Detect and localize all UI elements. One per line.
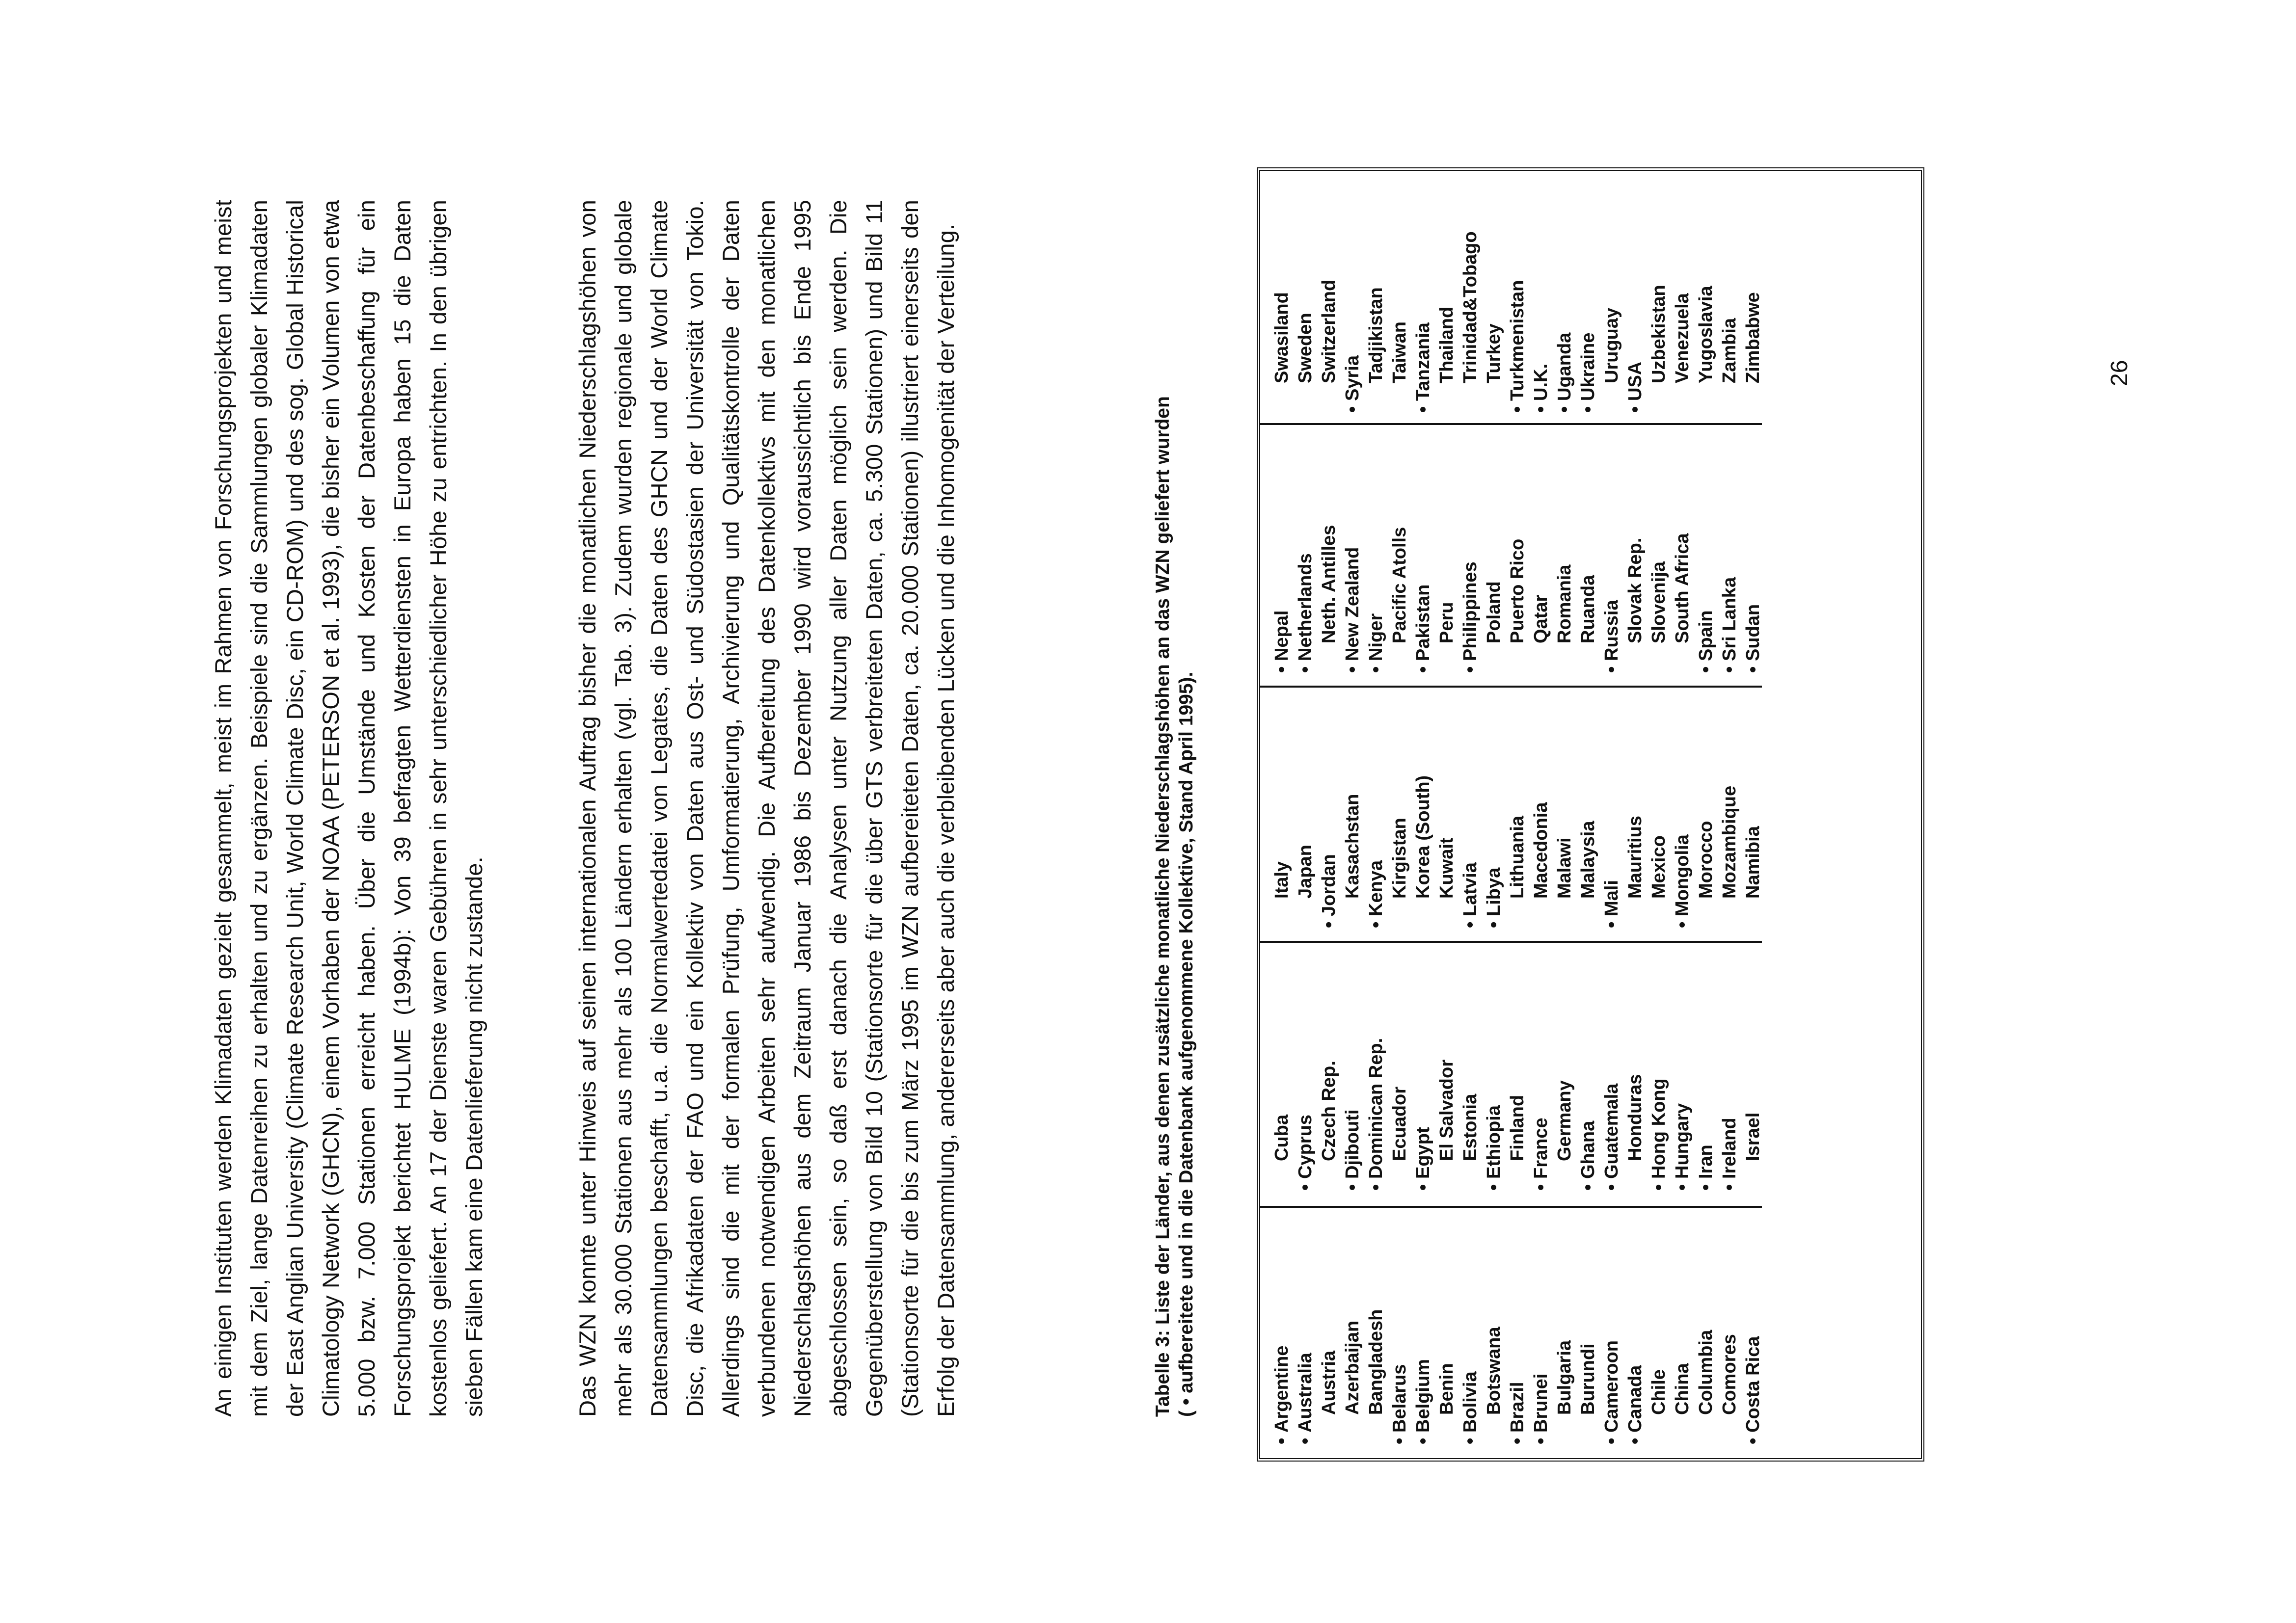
processed-bullet: • xyxy=(1578,406,1598,413)
country-name: Cyprus xyxy=(1295,1115,1316,1179)
processed-bullet: • xyxy=(1389,1437,1410,1444)
country-name: Switzerland xyxy=(1319,279,1339,383)
country-name: Russia xyxy=(1601,600,1622,661)
processed-bullet: • xyxy=(1601,1437,1622,1444)
processed-bullet: • xyxy=(1625,1437,1646,1444)
country-entry xyxy=(1671,231,1694,413)
country-entry xyxy=(1411,1038,1435,1191)
country-entry xyxy=(1600,525,1623,673)
processed-bullet: • xyxy=(1366,921,1386,928)
processed-bullet: • xyxy=(1484,921,1504,928)
country-name: Swasiland xyxy=(1271,292,1292,383)
country-entry xyxy=(1317,231,1341,413)
table-caption-note: ( • aufbereitete und in die Datenbank aufgenommene Kollektive, Stand April 1995). xyxy=(1176,671,1197,1417)
country-name: Bulgaria xyxy=(1554,1340,1575,1415)
country-entry xyxy=(1623,1038,1647,1191)
country-name: Botswana xyxy=(1484,1327,1504,1415)
country-name: Belarus xyxy=(1389,1364,1410,1433)
country-entry xyxy=(1741,525,1765,673)
country-entry xyxy=(1317,1038,1341,1191)
country-entry xyxy=(1294,231,1317,413)
country-entry xyxy=(1647,525,1671,673)
country-name: Korea (South) xyxy=(1413,775,1433,899)
country-name: Austria xyxy=(1319,1351,1339,1415)
country-name: Israel xyxy=(1743,1112,1763,1161)
country-name: Thailand xyxy=(1436,306,1457,383)
country-name: France xyxy=(1531,1117,1551,1179)
processed-bullet: • xyxy=(1413,1437,1433,1444)
country-entry xyxy=(1411,1309,1435,1444)
country-name: Tanzania xyxy=(1413,322,1433,401)
processed-bullet: • xyxy=(1719,666,1740,673)
country-name: Malawi xyxy=(1554,837,1575,899)
country-entry xyxy=(1741,1309,1765,1444)
country-entry xyxy=(1411,775,1435,928)
processed-bullet: • xyxy=(1460,921,1481,928)
processed-bullet: • xyxy=(1460,1437,1481,1444)
processed-bullet: • xyxy=(1743,1437,1763,1444)
country-entry xyxy=(1388,775,1411,928)
country-name: Ecuador xyxy=(1389,1086,1410,1161)
processed-bullet: • xyxy=(1601,666,1622,673)
country-column-2 xyxy=(1270,1038,1765,1191)
country-entry xyxy=(1482,775,1506,928)
country-name: Romania xyxy=(1554,564,1575,643)
processed-bullet: • xyxy=(1578,1184,1598,1191)
processed-bullet: • xyxy=(1648,1184,1669,1191)
processed-bullet: • xyxy=(1531,1184,1551,1191)
country-entry xyxy=(1694,775,1718,928)
country-entry xyxy=(1694,525,1718,673)
country-name: Sweden xyxy=(1295,313,1316,383)
country-entry xyxy=(1529,1309,1553,1444)
country-entry xyxy=(1576,1309,1600,1444)
country-name: Honduras xyxy=(1625,1074,1646,1161)
country-name: Ethiopia xyxy=(1484,1105,1504,1179)
country-name: Benin xyxy=(1436,1363,1457,1415)
country-name: Ireland xyxy=(1719,1117,1740,1179)
country-name: Kasachstan xyxy=(1342,794,1363,899)
country-entry xyxy=(1270,1038,1294,1191)
country-name: Czech Rep. xyxy=(1319,1061,1339,1161)
country-entry xyxy=(1294,1309,1317,1444)
country-name: Uzbekistan xyxy=(1648,285,1669,383)
country-name: Malaysia xyxy=(1578,821,1598,899)
country-entry xyxy=(1270,1309,1294,1444)
country-name: Dominican Rep. xyxy=(1366,1038,1386,1179)
country-name: Zimbabwe xyxy=(1743,292,1763,383)
country-entry xyxy=(1294,1038,1317,1191)
processed-bullet: • xyxy=(1271,1437,1292,1444)
country-entry xyxy=(1411,231,1435,413)
country-name: Yugoslavia xyxy=(1696,286,1716,383)
country-name: Chile xyxy=(1648,1369,1669,1415)
country-name: Taiwan xyxy=(1389,321,1410,383)
country-entry xyxy=(1482,525,1506,673)
country-entry xyxy=(1411,525,1435,673)
country-name: Jordan xyxy=(1319,854,1339,916)
country-name: Morocco xyxy=(1696,821,1716,899)
country-column-4 xyxy=(1270,525,1765,673)
processed-bullet: • xyxy=(1672,1184,1693,1191)
country-name: Hong Kong xyxy=(1648,1078,1669,1179)
country-entry xyxy=(1671,1038,1694,1191)
country-name: Latvia xyxy=(1460,862,1481,916)
country-name: Iran xyxy=(1696,1144,1716,1179)
country-name: Mongolia xyxy=(1672,834,1693,916)
country-name: U.K. xyxy=(1531,364,1551,401)
country-entry xyxy=(1435,525,1459,673)
processed-bullet: • xyxy=(1271,666,1292,673)
processed-bullet: • xyxy=(1413,1184,1433,1191)
processed-bullet: • xyxy=(1460,666,1481,673)
country-entry xyxy=(1435,1038,1459,1191)
country-name: Columbia xyxy=(1696,1330,1716,1415)
country-name: Slovenija xyxy=(1648,561,1669,643)
country-name: Canada xyxy=(1625,1365,1646,1433)
country-name: Kuwait xyxy=(1436,837,1457,899)
country-entry xyxy=(1671,1309,1694,1444)
processed-bullet: • xyxy=(1696,666,1716,673)
country-name: Cameroon xyxy=(1601,1340,1622,1433)
country-entry xyxy=(1553,775,1576,928)
country-entry xyxy=(1459,775,1482,928)
country-name: Sudan xyxy=(1743,604,1763,661)
country-name: Australia xyxy=(1295,1353,1316,1433)
country-name: Brazil xyxy=(1507,1382,1528,1433)
processed-bullet: • xyxy=(1719,1184,1740,1191)
processed-bullet: • xyxy=(1743,666,1763,673)
country-entry xyxy=(1506,775,1529,928)
country-entry xyxy=(1459,1309,1482,1444)
country-entry xyxy=(1270,231,1294,413)
country-name: Uganda xyxy=(1554,332,1575,401)
country-entry xyxy=(1506,525,1529,673)
country-entry xyxy=(1529,775,1553,928)
country-name: Venezuela xyxy=(1672,293,1693,383)
country-entry xyxy=(1529,1038,1553,1191)
country-name: Namibia xyxy=(1743,826,1763,899)
country-entry xyxy=(1623,231,1647,413)
country-name: Estonia xyxy=(1460,1093,1481,1161)
country-name: Neth. Antilles xyxy=(1319,525,1339,643)
country-entry xyxy=(1741,231,1765,413)
processed-bullet: • xyxy=(1601,1184,1622,1191)
column-divider xyxy=(1260,1206,1762,1208)
country-entry xyxy=(1364,525,1388,673)
country-entry xyxy=(1364,775,1388,928)
country-name: Turkey xyxy=(1484,323,1504,383)
country-name: Bangladesh xyxy=(1366,1309,1386,1415)
country-entry xyxy=(1718,231,1741,413)
country-name: Libya xyxy=(1484,867,1504,916)
country-entry xyxy=(1576,775,1600,928)
country-name: Netherlands xyxy=(1295,553,1316,661)
country-name: Finland xyxy=(1507,1094,1528,1161)
country-entry xyxy=(1270,525,1294,673)
country-entry xyxy=(1388,525,1411,673)
country-name: Azerbaijan xyxy=(1342,1320,1363,1415)
country-name: China xyxy=(1672,1363,1693,1415)
country-entry xyxy=(1317,775,1341,928)
table-caption-title: Tabelle 3: Liste der Länder, aus denen zusätzliche monatliche Niederschlagshöhen an das WZN geliefert wurden xyxy=(1152,396,1173,1417)
country-entry xyxy=(1459,525,1482,673)
processed-bullet: • xyxy=(1319,921,1339,928)
table-caption xyxy=(1151,200,1198,1417)
country-entry xyxy=(1671,525,1694,673)
country-name: Costa Rica xyxy=(1743,1336,1763,1433)
country-entry xyxy=(1647,231,1671,413)
country-entry xyxy=(1647,775,1671,928)
country-name: Belgium xyxy=(1413,1359,1433,1433)
country-entry xyxy=(1529,525,1553,673)
country-name: Pakistan xyxy=(1413,584,1433,661)
country-name: El Salvador xyxy=(1436,1060,1457,1161)
processed-bullet: • xyxy=(1554,406,1575,413)
country-entry xyxy=(1341,775,1364,928)
country-name: Brunei xyxy=(1531,1373,1551,1433)
body-paragraph-2: Das WZN konnte unter Hinweis auf seinen internationalen Auftrag bisher die monatlichen Niederschlagshöhen von mehr als 30.000 Stationen aus mehr als 100 Ländern erhalten (vgl. Tab. 3). Zudem wurden regionale und globale Datensammlungen beschafft, u.a. die Normalwertedatei von Legates, die Daten des GHCN und der World Climate Disc, die Afrikadaten der FAO und ein Kollektiv von Daten aus Ost- und Südostasien der Universität von Tokio. Allerdings sind die mit der formalen Prüfung, Umformatierung, Archivierung und Qualitätskontrolle der Daten verbundenen notwendigen Arbeiten sehr aufwendig. Die Aufbereitung des Datenkollektivs mit den monatlichen Niederschlagshöhen aus dem Zeitraum Januar 1986 bis Dezember 1990 wird voraussichtlich bis Ende 1995 abgeschlossen sein, so daß erst danach die Analysen unter Nutzung aller Daten möglich sein werden. Die Gegenüberstellung von Bild 10 (Stationsorte für die über GTS verbreiteten Daten, ca. 5.300 Stationen) und Bild 11 (Stationsorte für die bis zum März 1995 im WZN aufbereiteten Daten, ca. 20.000 Stationen) illustriert einerseits den Erfolg der Datensammlung, andererseits aber auch die verbleibenden Lücken und die Inhomogenität der Verteilung. xyxy=(574,200,959,1417)
country-entry xyxy=(1317,525,1341,673)
processed-bullet: • xyxy=(1507,406,1528,413)
country-entry xyxy=(1623,525,1647,673)
country-entry xyxy=(1600,1038,1623,1191)
country-name: Japan xyxy=(1295,845,1316,899)
country-name: Niger xyxy=(1366,613,1386,661)
country-entry xyxy=(1341,525,1364,673)
country-name: Ghana xyxy=(1578,1120,1598,1179)
country-column-3 xyxy=(1270,775,1765,928)
country-entry xyxy=(1364,1309,1388,1444)
country-name: Hungary xyxy=(1672,1103,1693,1179)
processed-bullet: • xyxy=(1601,921,1622,928)
processed-bullet: • xyxy=(1366,1184,1386,1191)
country-entry xyxy=(1741,775,1765,928)
country-column-5 xyxy=(1270,231,1765,413)
country-entry xyxy=(1553,1038,1576,1191)
country-name: Ukraine xyxy=(1578,332,1598,401)
country-entry xyxy=(1317,1309,1341,1444)
country-entry xyxy=(1388,231,1411,413)
country-entry xyxy=(1694,1309,1718,1444)
country-name: Syria xyxy=(1342,355,1363,401)
country-name: Cuba xyxy=(1271,1115,1292,1161)
country-name: Slovak Rep. xyxy=(1625,537,1646,643)
country-name: New Zealand xyxy=(1342,547,1363,661)
country-name: Sri Lanka xyxy=(1719,577,1740,661)
country-entry xyxy=(1482,1038,1506,1191)
country-entry xyxy=(1694,231,1718,413)
country-entry xyxy=(1623,1309,1647,1444)
country-name: Uruguay xyxy=(1601,307,1622,383)
country-name: Germany xyxy=(1554,1080,1575,1161)
processed-bullet: • xyxy=(1413,406,1433,413)
processed-bullet: • xyxy=(1531,1437,1551,1444)
country-name: Macedonia xyxy=(1531,802,1551,899)
country-entry xyxy=(1482,231,1506,413)
country-name: Argentine xyxy=(1271,1345,1292,1433)
processed-bullet: • xyxy=(1484,1184,1504,1191)
country-entry xyxy=(1576,1038,1600,1191)
country-name: USA xyxy=(1625,361,1646,401)
country-name: Zambia xyxy=(1719,318,1740,383)
processed-bullet: • xyxy=(1696,1184,1716,1191)
country-name: Mexico xyxy=(1648,835,1669,899)
country-name: Bolivia xyxy=(1460,1371,1481,1433)
country-entry xyxy=(1435,231,1459,413)
country-entry xyxy=(1671,775,1694,928)
processed-bullet: • xyxy=(1413,666,1433,673)
country-entry xyxy=(1718,1309,1741,1444)
country-entry xyxy=(1459,231,1482,413)
country-table xyxy=(1257,167,1924,1462)
country-entry xyxy=(1718,775,1741,928)
country-name: Mauritius xyxy=(1625,816,1646,899)
country-name: Philippines xyxy=(1460,561,1481,661)
country-entry xyxy=(1294,525,1317,673)
country-entry xyxy=(1341,1309,1364,1444)
country-entry xyxy=(1718,525,1741,673)
country-entry xyxy=(1388,1038,1411,1191)
country-name: Mozambique xyxy=(1719,785,1740,899)
body-paragraph-1: An einigen Instituten werden Klimadaten gezielt gesammelt, meist im Rahmen von Forschungsprojekten und meist mit dem Ziel, lange Datenreihen zu erhalten und zu ergänzen. Beispiele sind die Sammlungen globaler Klimadaten der East Anglian University (Climate Research Unit, World Climate Disc, ein CD-ROM) und des sog. Global Historical Climatology Network (GHCN), einem Vorhaben der NOAA (PETERSON et al. 1993), die bisher ein Volumen von etwa 5.000 bzw. 7.000 Stationen erreicht haben. Über die Umstände und Kosten der Datenbeschaffung für ein Forschungsprojekt berichtet HULME (1994b): Von 39 befragten Wetterdiensten in Europa haben 15 die Daten kostenlos geliefert. An 17 der Dienste waren Gebühren in sehr unterschiedlicher Höhe zu entrichten. In den übrigen sieben Fällen kam eine Datenlieferung nicht zustande. xyxy=(210,200,487,1417)
country-entry xyxy=(1506,1038,1529,1191)
country-entry xyxy=(1341,231,1364,413)
country-entry xyxy=(1623,775,1647,928)
country-name: Puerto Rico xyxy=(1507,538,1528,643)
country-entry xyxy=(1576,525,1600,673)
country-entry xyxy=(1647,1309,1671,1444)
country-name: Mali xyxy=(1601,880,1622,916)
processed-bullet: • xyxy=(1342,666,1363,673)
country-name: Guatemala xyxy=(1601,1083,1622,1179)
column-divider xyxy=(1260,686,1762,688)
country-name: Spain xyxy=(1696,610,1716,661)
column-divider xyxy=(1260,423,1762,425)
country-name: Lithuania xyxy=(1507,816,1528,899)
country-entry xyxy=(1506,1309,1529,1444)
country-entry xyxy=(1647,1038,1671,1191)
country-entry xyxy=(1553,525,1576,673)
country-entry xyxy=(1600,775,1623,928)
processed-bullet: • xyxy=(1531,406,1551,413)
country-entry xyxy=(1718,1038,1741,1191)
column-divider xyxy=(1260,941,1762,943)
country-entry xyxy=(1459,1038,1482,1191)
processed-bullet: • xyxy=(1295,666,1316,673)
country-entry xyxy=(1506,231,1529,413)
country-entry xyxy=(1529,231,1553,413)
country-name: Trinidad&Tobago xyxy=(1460,231,1481,383)
country-name: Nepal xyxy=(1271,610,1292,661)
country-entry xyxy=(1553,1309,1576,1444)
country-name: South Africa xyxy=(1672,533,1693,643)
country-entry xyxy=(1435,775,1459,928)
country-entry xyxy=(1294,775,1317,928)
country-entry xyxy=(1341,1038,1364,1191)
country-entry xyxy=(1482,1309,1506,1444)
country-name: Pacific Atolls xyxy=(1389,527,1410,643)
country-name: Djibouti xyxy=(1342,1109,1363,1179)
country-entry xyxy=(1741,1038,1765,1191)
country-entry xyxy=(1694,1038,1718,1191)
country-name: Comores xyxy=(1719,1334,1740,1415)
country-name: Kirgistan xyxy=(1389,818,1410,899)
processed-bullet: • xyxy=(1625,406,1646,413)
country-entry xyxy=(1576,231,1600,413)
country-column-1 xyxy=(1270,1309,1765,1444)
processed-bullet: • xyxy=(1366,666,1386,673)
processed-bullet: • xyxy=(1672,921,1693,928)
country-entry xyxy=(1553,231,1576,413)
country-entry xyxy=(1600,231,1623,413)
country-name: Ruanda xyxy=(1578,575,1598,643)
country-name: Poland xyxy=(1484,581,1504,643)
country-name: Egypt xyxy=(1413,1127,1433,1179)
country-name: Tadjikistan xyxy=(1366,287,1386,383)
processed-bullet: • xyxy=(1295,1184,1316,1191)
country-name: Turkmenistan xyxy=(1507,280,1528,401)
processed-bullet: • xyxy=(1342,1184,1363,1191)
processed-bullet: • xyxy=(1507,1437,1528,1444)
country-entry xyxy=(1364,231,1388,413)
country-name: Kenya xyxy=(1366,860,1386,916)
country-name: Qatar xyxy=(1531,594,1551,643)
country-entry xyxy=(1600,1309,1623,1444)
country-entry xyxy=(1388,1309,1411,1444)
country-name: Italy xyxy=(1271,861,1292,899)
country-name: Burundi xyxy=(1578,1343,1598,1415)
processed-bullet: • xyxy=(1295,1437,1316,1444)
country-entry xyxy=(1364,1038,1388,1191)
country-entry xyxy=(1270,775,1294,928)
country-name: Peru xyxy=(1436,602,1457,643)
processed-bullet: • xyxy=(1342,406,1363,413)
page-number: 26 xyxy=(2107,360,2133,386)
country-entry xyxy=(1435,1309,1459,1444)
